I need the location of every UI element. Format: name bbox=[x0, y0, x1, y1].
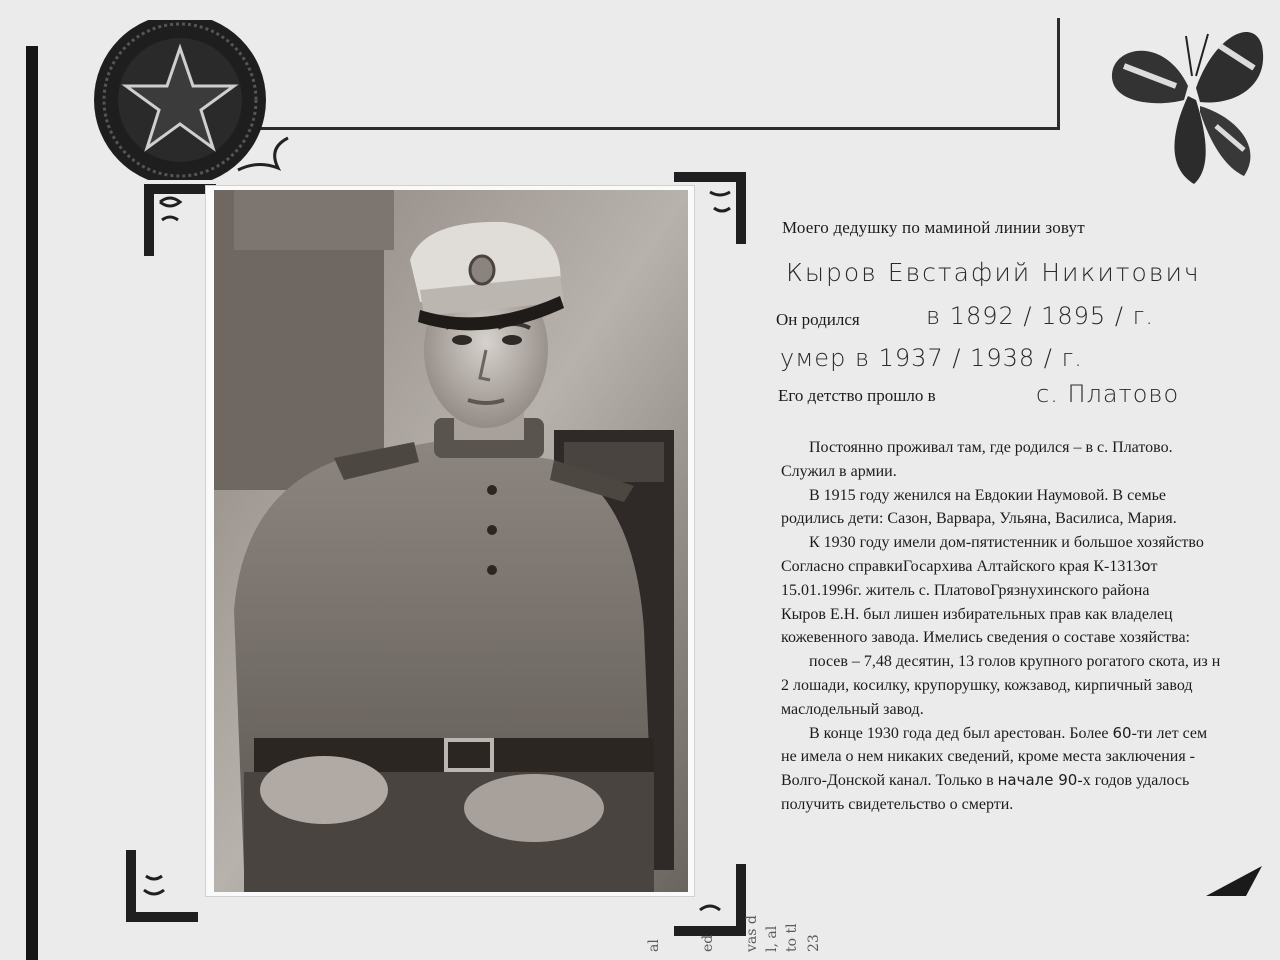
handwritten-full-name: Кыров Евстафий Никитович bbox=[786, 258, 1201, 287]
bio-line: Служил в армии. bbox=[781, 462, 897, 480]
bio-line: К 1930 году имели дом-пятистенник и большое хозяйство bbox=[809, 534, 1204, 552]
butterfly-icon bbox=[1104, 16, 1272, 192]
bio-line: В конце 1930 года дед был арестован. Более 60-ти лет сем bbox=[809, 723, 1208, 742]
biography-text bbox=[781, 436, 1280, 817]
bio-line: 2 лошади, косилку, крупорушку, кожзавод, кирпичный завод bbox=[781, 676, 1193, 694]
bio-line: получить свидетельство о смерти. bbox=[781, 795, 1014, 813]
handwritten-born-years: в 1892 / 1895 / г. bbox=[926, 302, 1154, 330]
intro-line: Моего дедушку по маминой линии зовут bbox=[782, 218, 1085, 237]
born-label: Он родился bbox=[776, 310, 860, 329]
star-emblem-icon bbox=[88, 20, 310, 180]
margin-scrap-text: vas d bbox=[744, 915, 760, 952]
handwritten-died-years: умер в 1937 / 1938 / г. bbox=[780, 344, 1083, 372]
bio-line: Постоянно проживал там, где родился – в с. Платово. bbox=[809, 439, 1173, 456]
handwritten-childhood-village: с. Платово bbox=[1036, 380, 1180, 408]
margin-scrap-text: 23 bbox=[806, 934, 822, 952]
bio-line: посев – 7,48 десятин, 13 голов крупного рогатого скота, из н bbox=[809, 653, 1221, 671]
bio-line: В 1915 году женился на Евдокии Наумовой. В семье bbox=[809, 486, 1167, 504]
bio-line: кожевенного завода. Имелись сведения о составе хозяйства: bbox=[781, 629, 1190, 647]
bio-line: маслодельный завод. bbox=[781, 700, 924, 718]
bio-line: Кыров Е.Н. был лишен избирательных прав как владелец bbox=[781, 605, 1173, 623]
bio-line: родились дети: Сазон, Варвара, Ульяна, Василиса, Мария. bbox=[781, 510, 1177, 528]
soldier-portrait-photo bbox=[214, 190, 688, 892]
bio-line: 15.01.1996г. житель с. ПлатовоГрязнухинского района bbox=[781, 581, 1150, 599]
ornament-corner-icon bbox=[122, 846, 202, 926]
childhood-label: Его детство прошло в bbox=[778, 386, 936, 405]
margin-scrap-text: l, al bbox=[764, 925, 780, 952]
margin-scrap-text: to tl bbox=[784, 923, 800, 952]
bio-line: не имела о нем никаких сведений, кроме места заключения - bbox=[781, 748, 1195, 766]
margin-scrap-text: al bbox=[646, 939, 662, 952]
bio-line: Согласно справкиГосархива Алтайского края К-1313от bbox=[781, 556, 1158, 575]
bio-line: Волго-Донской канал. Только в начале 90-х годов удалось bbox=[781, 771, 1190, 790]
corner-pointer-icon bbox=[1206, 866, 1262, 896]
left-border-bar bbox=[26, 46, 38, 960]
margin-scrap-text: ed bbox=[700, 934, 716, 952]
